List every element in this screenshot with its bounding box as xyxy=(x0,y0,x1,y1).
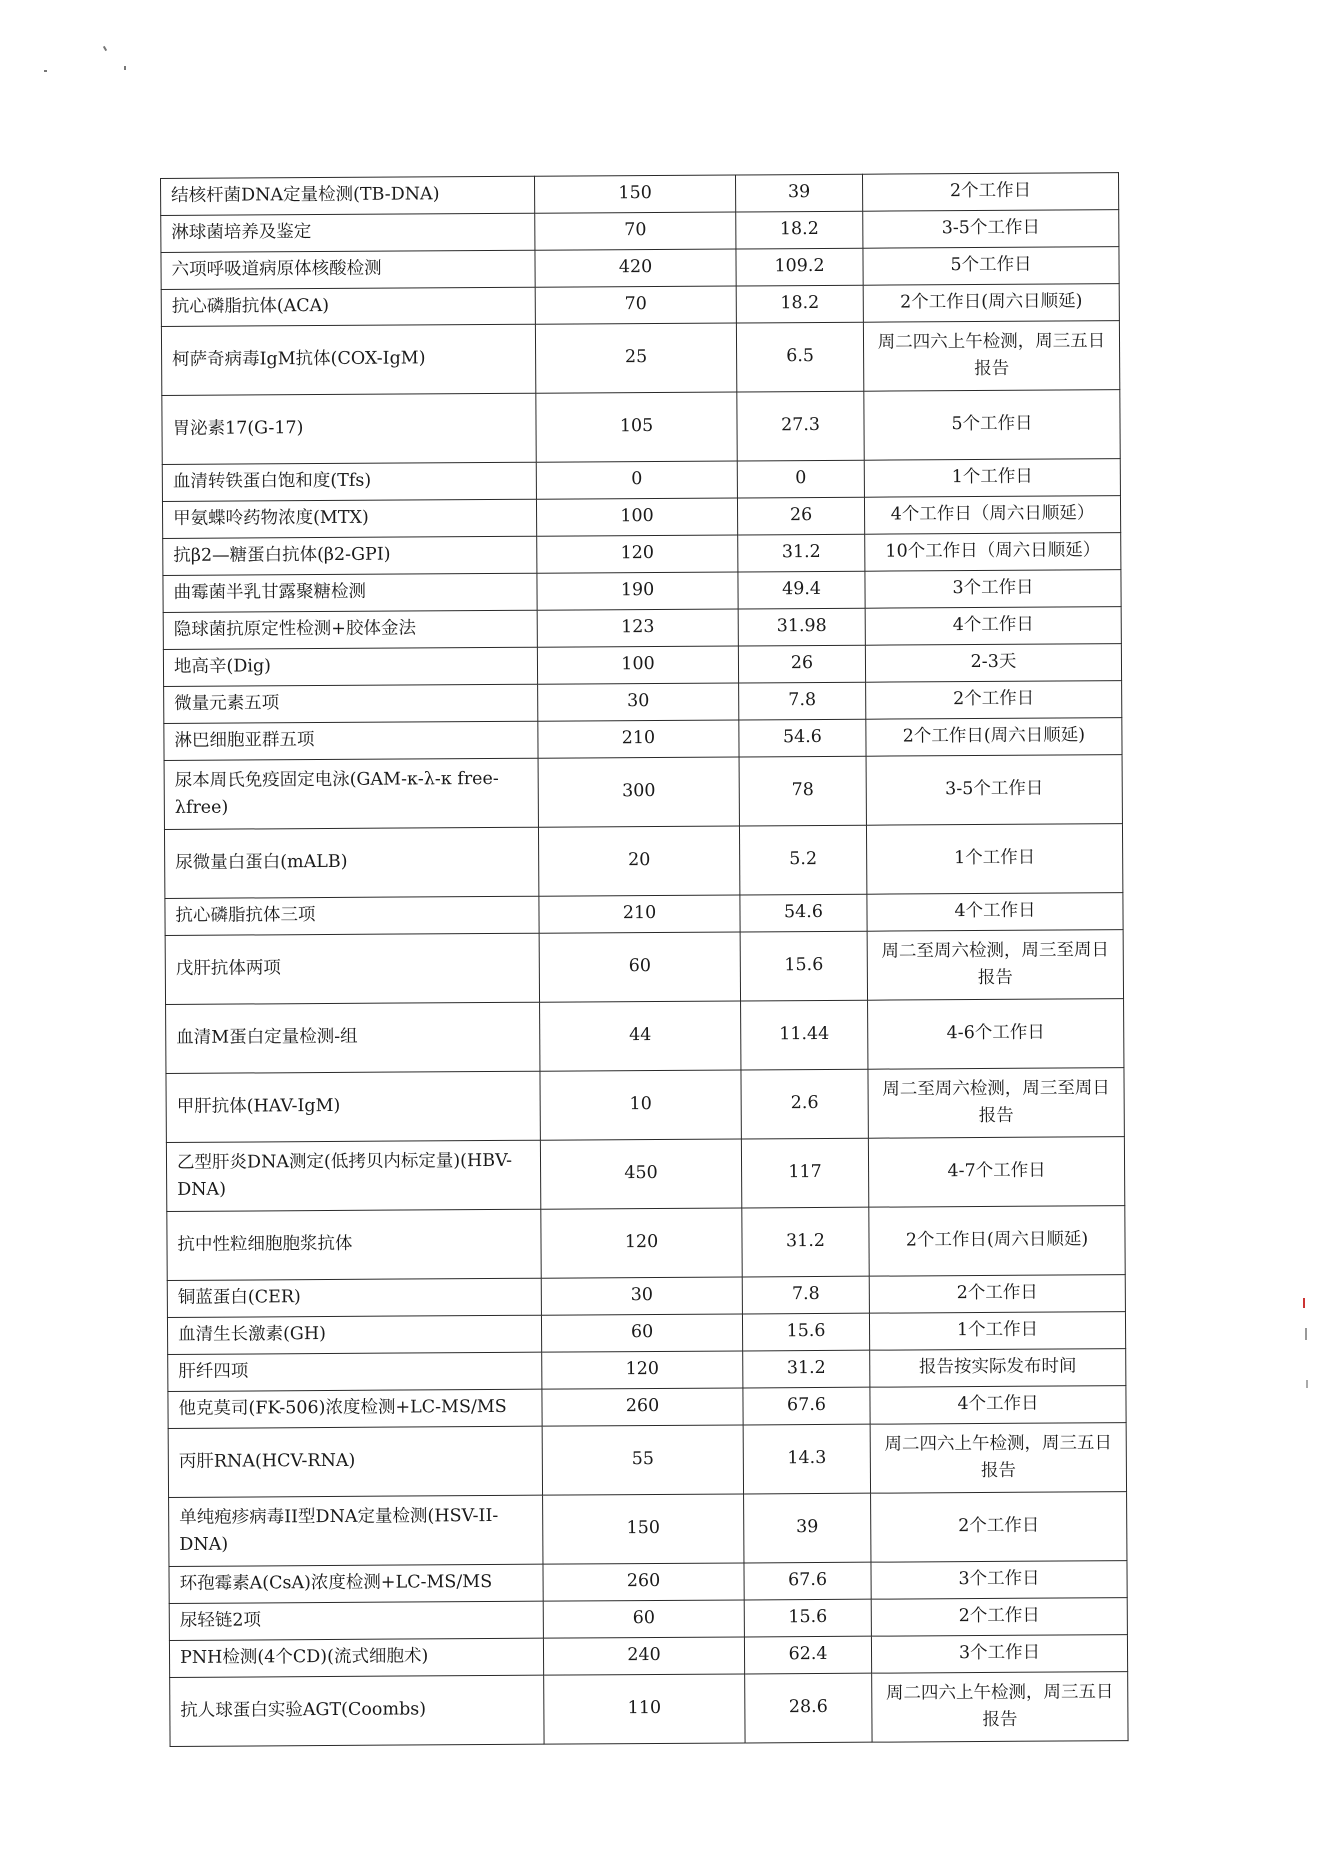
scan-speck xyxy=(1306,1380,1308,1388)
test-name-cell: 戊肝抗体两项 xyxy=(165,933,539,1004)
price-secondary-cell: 31.2 xyxy=(738,534,865,572)
turnaround-time-cell: 2个工作日(周六日顺延) xyxy=(866,718,1122,757)
turnaround-time-cell: 4个工作日 xyxy=(867,893,1123,932)
price-secondary-cell: 5.2 xyxy=(739,825,866,895)
price-secondary-cell: 117 xyxy=(741,1138,868,1208)
table-row xyxy=(169,1598,1127,1641)
table-row xyxy=(168,1386,1126,1429)
test-name-cell: 柯萨奇病毒IgM抗体(COX-IgM) xyxy=(161,324,535,395)
turnaround-time-cell: 1个工作日 xyxy=(864,459,1120,498)
test-price-table xyxy=(160,172,1129,1747)
price-secondary-cell: 2.6 xyxy=(741,1069,868,1139)
test-name-cell: 血清M蛋白定量检测-组 xyxy=(166,1002,540,1073)
price-cell: 100 xyxy=(536,498,737,536)
turnaround-time-cell: 周二四六上午检测，周三五日报告 xyxy=(870,1423,1126,1494)
table-row xyxy=(169,1492,1127,1567)
price-secondary-cell: 39 xyxy=(735,174,862,212)
price-cell: 210 xyxy=(539,895,740,933)
price-secondary-cell: 7.8 xyxy=(739,682,866,720)
price-cell: 0 xyxy=(536,461,737,499)
test-name-cell: 地高辛(Dig) xyxy=(163,647,537,686)
turnaround-time-cell: 2个工作日 xyxy=(871,1492,1127,1563)
price-cell: 240 xyxy=(543,1637,744,1675)
test-name-cell: 抗心磷脂抗体(ACA) xyxy=(161,287,535,326)
table-row xyxy=(166,1137,1124,1212)
price-secondary-cell: 27.3 xyxy=(737,391,864,461)
scan-speck xyxy=(1305,1328,1307,1340)
turnaround-time-cell: 周二至周六检测，周三至周日报告 xyxy=(868,1068,1124,1139)
test-name-cell: 乙型肝炎DNA测定(低拷贝内标定量)(HBV-DNA) xyxy=(166,1140,540,1211)
turnaround-time-cell: 4个工作日（周六日顺延） xyxy=(864,496,1120,535)
table-row xyxy=(165,930,1123,1005)
price-cell: 150 xyxy=(543,1494,744,1564)
price-secondary-cell: 49.4 xyxy=(738,571,865,609)
test-name-cell: 环孢霉素A(CsA)浓度检测+LC-MS/MS xyxy=(169,1564,543,1603)
price-cell: 70 xyxy=(535,286,736,324)
price-cell: 120 xyxy=(541,1208,742,1278)
table-row xyxy=(168,1423,1126,1498)
price-secondary-cell: 54.6 xyxy=(739,719,866,757)
table-row xyxy=(163,607,1121,650)
price-secondary-cell: 78 xyxy=(739,756,866,826)
price-secondary-cell: 0 xyxy=(737,460,864,498)
turnaround-time-cell: 3-5个工作日 xyxy=(863,210,1119,249)
table-row xyxy=(166,1068,1124,1143)
table-row xyxy=(168,1349,1126,1392)
test-name-cell: 血清转铁蛋白饱和度(Tfs) xyxy=(162,462,536,501)
table-row xyxy=(161,321,1119,396)
price-cell: 30 xyxy=(538,683,739,721)
price-secondary-cell: 7.8 xyxy=(742,1276,869,1314)
table-row xyxy=(162,496,1120,539)
table-row xyxy=(169,1635,1127,1678)
price-secondary-cell: 67.6 xyxy=(744,1562,871,1600)
turnaround-time-cell: 1个工作日 xyxy=(869,1312,1125,1351)
price-cell: 10 xyxy=(540,1070,741,1140)
turnaround-time-cell: 4-7个工作日 xyxy=(868,1137,1124,1208)
turnaround-time-cell: 周二四六上午检测，周三五日报告 xyxy=(872,1672,1128,1743)
price-secondary-cell: 67.6 xyxy=(743,1387,870,1425)
price-cell: 30 xyxy=(541,1277,742,1315)
turnaround-time-cell: 4-6个工作日 xyxy=(868,999,1124,1070)
turnaround-time-cell: 2个工作日 xyxy=(862,173,1118,212)
test-name-cell: 甲肝抗体(HAV-IgM) xyxy=(166,1071,540,1142)
price-cell: 60 xyxy=(543,1600,744,1638)
price-cell: 210 xyxy=(538,720,739,758)
test-name-cell: 淋巴细胞亚群五项 xyxy=(164,721,538,760)
price-secondary-cell: 11.44 xyxy=(741,1000,868,1070)
price-secondary-cell: 26 xyxy=(738,645,865,683)
turnaround-time-cell: 报告按实际发布时间 xyxy=(870,1349,1126,1388)
table-row xyxy=(169,1561,1127,1604)
turnaround-time-cell: 3个工作日 xyxy=(871,1635,1127,1674)
price-cell: 44 xyxy=(540,1001,741,1071)
price-cell: 105 xyxy=(536,392,737,462)
scan-speck xyxy=(103,46,107,51)
table-row xyxy=(165,893,1123,936)
test-name-cell: 隐球菌抗原定性检测+胶体金法 xyxy=(163,610,537,649)
table-row xyxy=(164,824,1122,899)
turnaround-time-cell: 2个工作日 xyxy=(871,1598,1127,1637)
test-name-cell: 抗人球蛋白实验AGT(Coombs) xyxy=(170,1675,544,1746)
test-name-cell: 单纯疱疹病毒II型DNA定量检测(HSV-II-DNA) xyxy=(169,1495,543,1566)
price-secondary-cell: 28.6 xyxy=(745,1673,872,1743)
test-name-cell: 结核杆菌DNA定量检测(TB-DNA) xyxy=(161,176,535,215)
test-name-cell: 甲氨蝶呤药物浓度(MTX) xyxy=(162,499,536,538)
table-row xyxy=(163,570,1121,613)
table-row xyxy=(170,1672,1128,1747)
test-name-cell: 抗β2—糖蛋白抗体(β2-GPI) xyxy=(163,536,537,575)
price-secondary-cell: 15.6 xyxy=(744,1599,871,1637)
test-name-cell: 尿微量白蛋白(mALB) xyxy=(164,827,538,898)
test-name-cell: 血清生长激素(GH) xyxy=(167,1315,541,1354)
price-cell: 190 xyxy=(537,572,738,610)
test-name-cell: 抗心磷脂抗体三项 xyxy=(165,896,539,935)
table-body xyxy=(161,173,1129,1747)
scan-speck xyxy=(1303,1298,1305,1308)
price-cell: 260 xyxy=(542,1388,743,1426)
price-secondary-cell: 54.6 xyxy=(740,894,867,932)
turnaround-time-cell: 3个工作日 xyxy=(865,570,1121,609)
table-row xyxy=(163,644,1121,687)
table-row xyxy=(161,210,1119,253)
price-secondary-cell: 109.2 xyxy=(736,248,863,286)
price-cell: 25 xyxy=(535,323,736,393)
price-secondary-cell: 14.3 xyxy=(743,1424,870,1494)
price-secondary-cell: 62.4 xyxy=(744,1636,871,1674)
table-row xyxy=(161,173,1119,216)
table-row xyxy=(164,755,1122,830)
table-row xyxy=(167,1206,1125,1281)
price-cell: 100 xyxy=(537,646,738,684)
turnaround-time-cell: 2个工作日(周六日顺延) xyxy=(863,284,1119,323)
test-name-cell: 曲霉菌半乳甘露聚糖检测 xyxy=(163,573,537,612)
price-secondary-cell: 15.6 xyxy=(740,931,867,1001)
table-row xyxy=(167,1275,1125,1318)
turnaround-time-cell: 10个工作日（周六日顺延） xyxy=(865,533,1121,572)
price-cell: 55 xyxy=(542,1425,743,1495)
table-row xyxy=(164,681,1122,724)
table-row xyxy=(167,1312,1125,1355)
turnaround-time-cell: 4个工作日 xyxy=(865,607,1121,646)
price-cell: 110 xyxy=(544,1674,745,1744)
turnaround-time-cell: 2-3天 xyxy=(865,644,1121,683)
price-cell: 450 xyxy=(540,1139,741,1209)
price-secondary-cell: 31.2 xyxy=(743,1350,870,1388)
test-name-cell: 尿轻链2项 xyxy=(169,1601,543,1640)
price-cell: 300 xyxy=(538,757,739,827)
test-name-cell: 肝纤四项 xyxy=(168,1352,542,1391)
table-row xyxy=(161,284,1119,327)
turnaround-time-cell: 2个工作日 xyxy=(866,681,1122,720)
table-row xyxy=(166,999,1124,1074)
price-secondary-cell: 15.6 xyxy=(742,1313,869,1351)
turnaround-time-cell: 3个工作日 xyxy=(871,1561,1127,1600)
test-name-cell: PNH检测(4个CD)(流式细胞术) xyxy=(169,1638,543,1677)
price-secondary-cell: 6.5 xyxy=(736,322,863,392)
price-cell: 60 xyxy=(539,932,740,1002)
price-cell: 60 xyxy=(541,1314,742,1352)
turnaround-time-cell: 2个工作日(周六日顺延) xyxy=(869,1206,1125,1277)
price-cell: 150 xyxy=(534,175,735,213)
table-row xyxy=(163,533,1121,576)
test-name-cell: 胃泌素17(G-17) xyxy=(162,393,536,464)
test-name-cell: 淋球菌培养及鉴定 xyxy=(161,213,535,252)
price-cell: 120 xyxy=(542,1351,743,1389)
turnaround-time-cell: 周二四六上午检测，周三五日报告 xyxy=(863,321,1119,392)
turnaround-time-cell: 1个工作日 xyxy=(866,824,1122,895)
scan-speck xyxy=(44,70,47,72)
price-secondary-cell: 31.98 xyxy=(738,608,865,646)
turnaround-time-cell: 3-5个工作日 xyxy=(866,755,1122,826)
test-name-cell: 微量元素五项 xyxy=(164,684,538,723)
turnaround-time-cell: 5个工作日 xyxy=(863,247,1119,286)
scan-speck xyxy=(124,66,126,70)
table-row xyxy=(162,390,1120,465)
test-name-cell: 铜蓝蛋白(CER) xyxy=(167,1278,541,1317)
test-name-cell: 尿本周氏免疫固定电泳(GAM-κ-λ-κ free-λfree) xyxy=(164,758,538,829)
table-row xyxy=(162,459,1120,502)
price-cell: 70 xyxy=(535,212,736,250)
test-name-cell: 丙肝RNA(HCV-RNA) xyxy=(168,1426,542,1497)
price-secondary-cell: 18.2 xyxy=(736,211,863,249)
test-name-cell: 抗中性粒细胞胞浆抗体 xyxy=(167,1209,541,1280)
price-secondary-cell: 31.2 xyxy=(742,1207,869,1277)
turnaround-time-cell: 4个工作日 xyxy=(870,1386,1126,1425)
price-cell: 123 xyxy=(537,609,738,647)
test-name-cell: 他克莫司(FK-506)浓度检测+LC-MS/MS xyxy=(168,1389,542,1428)
turnaround-time-cell: 2个工作日 xyxy=(869,1275,1125,1314)
price-secondary-cell: 39 xyxy=(744,1493,871,1563)
price-cell: 420 xyxy=(535,249,736,287)
test-name-cell: 六项呼吸道病原体核酸检测 xyxy=(161,250,535,289)
price-cell: 20 xyxy=(538,826,739,896)
table-row xyxy=(164,718,1122,761)
price-secondary-cell: 26 xyxy=(737,497,864,535)
turnaround-time-cell: 5个工作日 xyxy=(864,390,1120,461)
price-cell: 260 xyxy=(543,1563,744,1601)
table-row xyxy=(161,247,1119,290)
price-secondary-cell: 18.2 xyxy=(736,285,863,323)
turnaround-time-cell: 周二至周六检测，周三至周日报告 xyxy=(867,930,1123,1001)
price-cell: 120 xyxy=(537,535,738,573)
